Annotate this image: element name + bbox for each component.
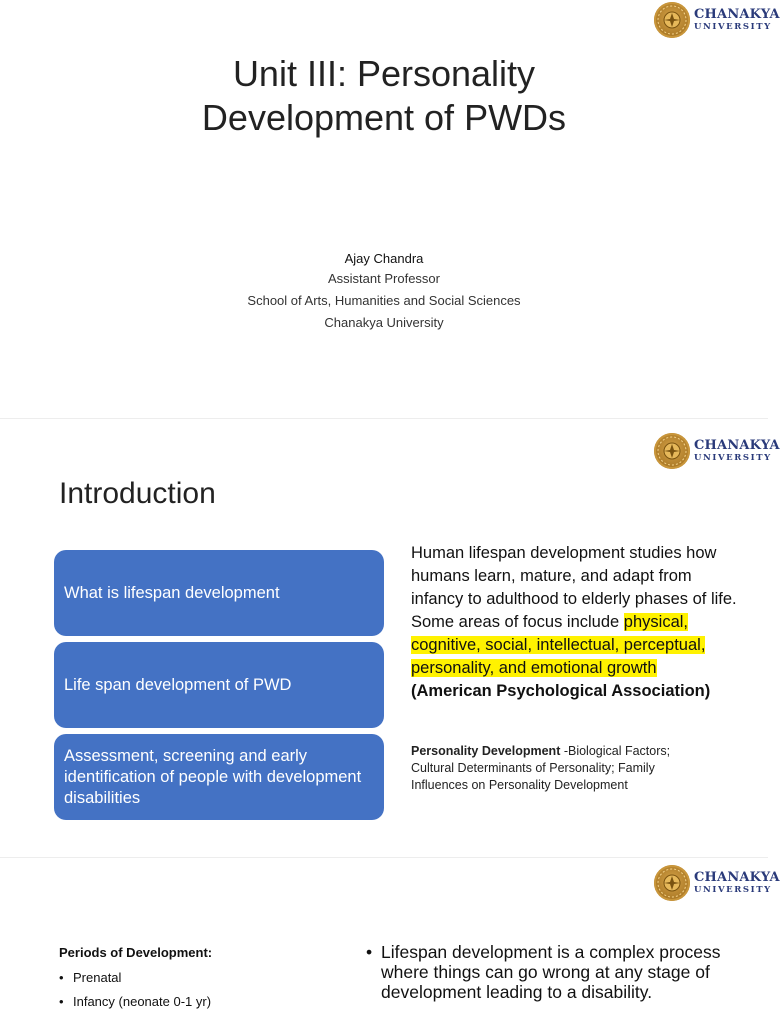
author-school: School of Arts, Humanities and Social Sciences (247, 293, 521, 308)
logo-name: CHANAKYA (694, 7, 780, 23)
topic-box-assessment (54, 734, 384, 820)
periods-heading: Periods of Development: (59, 945, 213, 960)
list-item: • Prenatal (59, 970, 212, 985)
personality-development-note (411, 743, 711, 794)
highlighted-areas: physical, cognitive, social, intellectual, perceptual, personality, and emotional growth (411, 613, 706, 677)
topic-box-lifespan (54, 550, 384, 636)
slide-title (0, 52, 768, 140)
topic-box-label: Assessment, screening and early identification of people with development disabilities (64, 746, 362, 807)
seal-icon (654, 2, 690, 38)
periods-list (59, 970, 212, 1009)
topic-box-pwd (54, 642, 384, 728)
author-university: Chanakya University (324, 315, 444, 330)
title-line-1: Unit III: Personality (232, 53, 536, 94)
lifespan-bullet: • Lifespan development is a complex process where things can go wrong at any stage of development leading to a disability. (366, 942, 751, 1002)
title-line-2: Development of PWDs (201, 97, 567, 138)
author-block (0, 250, 768, 334)
logo-subname: UNIVERSITY (694, 885, 772, 896)
periods-slide (0, 860, 780, 1024)
slide-heading: Introduction (59, 477, 216, 510)
introduction-slide (0, 425, 780, 855)
university-logo (654, 2, 780, 38)
author-role: Assistant Professor (328, 271, 440, 286)
logo-name: CHANAKYA (694, 870, 780, 886)
slide-divider (0, 418, 768, 419)
list-item: • Infancy (neonate 0-1 yr) (59, 994, 212, 1009)
description-text: Human lifespan development studies how humans learn, mature, and adapt from infancy to adulthood to elderly phases of life. Some areas of focus include (411, 544, 737, 631)
logo-subname: UNIVERSITY (694, 22, 772, 33)
title-slide (0, 0, 780, 412)
slide-divider (0, 857, 768, 858)
seal-icon (654, 433, 690, 469)
university-logo (654, 865, 780, 901)
periods-list-block (59, 945, 212, 1018)
seal-icon (654, 865, 690, 901)
logo-name: CHANAKYA (694, 438, 780, 454)
pd-label: Personality Development (411, 744, 561, 758)
pd-text: -Biological Factors; Cultural Determinants of Personality; Family Influences on Personality Development (411, 744, 671, 792)
university-logo (654, 433, 780, 469)
lifespan-description (411, 542, 741, 703)
topic-box-label: What is lifespan development (64, 583, 280, 602)
logo-subname: UNIVERSITY (694, 453, 772, 464)
topic-box-label: Life span development of PWD (64, 675, 292, 694)
source-citation: (American Psychological Association) (411, 682, 711, 700)
author-name: Ajay Chandra (344, 251, 424, 266)
